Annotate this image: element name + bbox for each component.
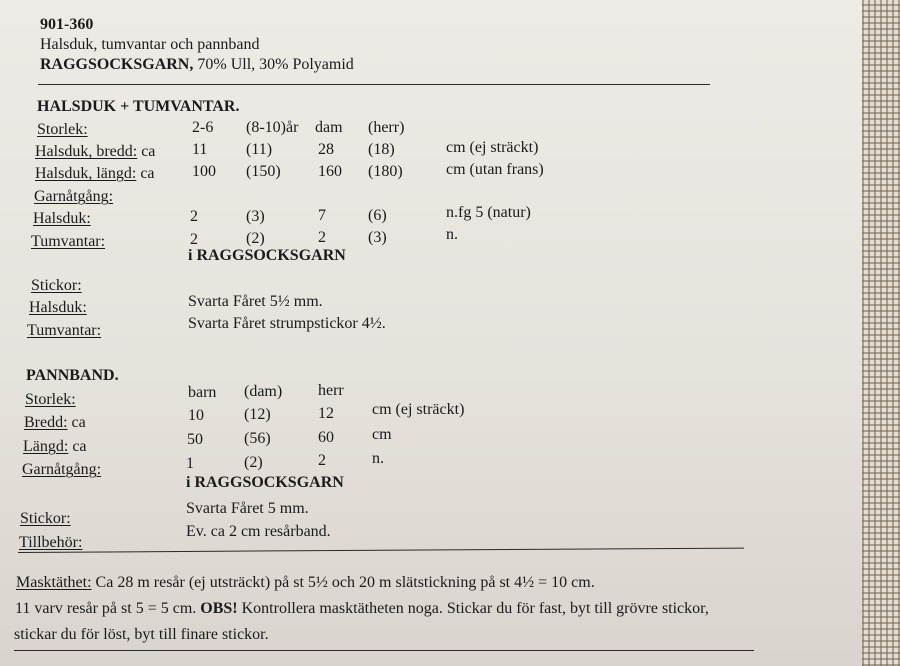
band-length-col2: (56) xyxy=(244,430,271,447)
band-yarn-label: Garnåtgång: xyxy=(22,461,102,478)
obs-label: OBS! xyxy=(200,600,238,617)
band-width-unit: cm (ej sträckt) xyxy=(372,401,465,418)
yarn-blend: 70% Ull, 30% Polyamid xyxy=(193,56,354,73)
width-unit: cm (ej sträckt) xyxy=(446,139,539,156)
band-size-col3: herr xyxy=(318,382,344,399)
length-col4: (180) xyxy=(368,163,403,180)
gauge-line-3: stickar du för löst, byt till finare stickor. xyxy=(14,626,269,643)
needles-scarf-value: Svarta Fåret 5½ mm. xyxy=(188,293,323,310)
mitten-yarn-label: Tumvantar: xyxy=(31,233,106,250)
yarn-usage-label: Garnåtgång: xyxy=(34,188,114,205)
scarf-yarn-label: Halsduk: xyxy=(33,210,91,227)
gauge-divider xyxy=(18,548,744,553)
band-width-col2: (12) xyxy=(244,406,271,423)
band-width-col1: 10 xyxy=(188,407,204,424)
band-size-label: Storlek: xyxy=(25,391,76,408)
band-needles-value: Svarta Fåret 5 mm. xyxy=(186,500,309,517)
band-width-label: Bredd: ca xyxy=(24,414,86,431)
gauge-line-1: Masktäthet: Ca 28 m resår (ej utsträckt) på st 5½ och 20 m slätstickning på st 4½ = 10 cm. xyxy=(16,574,595,591)
length-col3: 160 xyxy=(318,163,342,180)
width-col2: (11) xyxy=(246,141,273,158)
band-length-label: Längd: ca xyxy=(23,438,87,455)
length-col2: (150) xyxy=(246,163,281,180)
mitten-yarn-col1: 2 xyxy=(190,231,198,248)
width-col3: 28 xyxy=(318,141,334,158)
band-length-col3: 60 xyxy=(318,429,334,446)
gauge-label: Masktäthet: xyxy=(16,574,92,591)
scarf-yarn-col4: (6) xyxy=(368,207,387,224)
needles-scarf-label: Halsduk: xyxy=(29,299,87,316)
band-length-unit: cm xyxy=(372,426,392,443)
width-col4: (18) xyxy=(368,141,395,158)
mitten-yarn-col4: (3) xyxy=(368,229,387,246)
band-yarn-unit: n. xyxy=(372,450,384,467)
gauge-line-2: 11 varv resår på st 5 = 5 cm. OBS! Kontrollera masktätheten noga. Stickar du för fast, byt till grövre stickor, xyxy=(15,600,709,617)
needles-mitten-value: Svarta Fåret strumpstickor 4½. xyxy=(188,315,386,332)
yarn-name: RAGGSOCKSGARN, xyxy=(40,56,194,73)
size-col1: 2-6 xyxy=(192,119,214,136)
yarn-note-halsduk: i RAGGSOCKSGARN xyxy=(188,247,346,264)
scarf-yarn-col1: 2 xyxy=(190,208,198,225)
scarf-yarn-col3: 7 xyxy=(318,207,326,224)
length-label: Halsduk, längd: ca xyxy=(35,165,155,182)
size-col3: dam xyxy=(315,119,343,136)
needles-label: Stickor: xyxy=(31,277,82,294)
scarf-yarn-unit: n.fg 5 (natur) xyxy=(446,204,531,221)
mitten-yarn-col2: (2) xyxy=(246,230,265,247)
band-size-col1: barn xyxy=(188,384,217,401)
length-unit: cm (utan frans) xyxy=(446,161,544,178)
section-heading-pannband: PANNBAND. xyxy=(26,367,119,384)
scarf-yarn-col2: (3) xyxy=(246,208,265,225)
band-yarn-col1: 1 xyxy=(186,455,194,472)
band-size-col2: (dam) xyxy=(244,383,283,400)
needles-mitten-label: Tumvantar: xyxy=(27,322,102,339)
pattern-code: 901-360 xyxy=(40,16,94,33)
mitten-yarn-unit: n. xyxy=(446,226,458,243)
band-needles-label: Stickor: xyxy=(20,510,71,527)
background-mesh xyxy=(862,0,900,666)
size-col2: (8-10)år xyxy=(246,119,299,136)
band-length-col1: 50 xyxy=(187,431,203,448)
band-width-col3: 12 xyxy=(318,405,334,422)
section-heading-halsduk: HALSDUK + TUMVANTAR. xyxy=(37,98,240,115)
accessories-value: Ev. ca 2 cm resårband. xyxy=(186,523,331,540)
yarn-note-pannband: i RAGGSOCKSGARN xyxy=(186,474,344,491)
accessories-label: Tillbehör: xyxy=(19,534,83,551)
size-label: Storlek: xyxy=(37,121,88,138)
width-col1: 11 xyxy=(192,141,208,158)
size-col4: (herr) xyxy=(368,119,405,136)
mitten-yarn-col3: 2 xyxy=(318,229,326,246)
width-label: Halsduk, bredd: ca xyxy=(35,143,156,160)
yarn-line xyxy=(40,56,354,74)
header-divider xyxy=(38,84,710,85)
length-col1: 100 xyxy=(192,163,216,180)
footer-divider xyxy=(14,650,754,651)
band-yarn-col2: (2) xyxy=(244,454,263,471)
pattern-subtitle: Halsduk, tumvantar och pannband xyxy=(40,36,260,53)
band-yarn-col3: 2 xyxy=(318,452,326,469)
